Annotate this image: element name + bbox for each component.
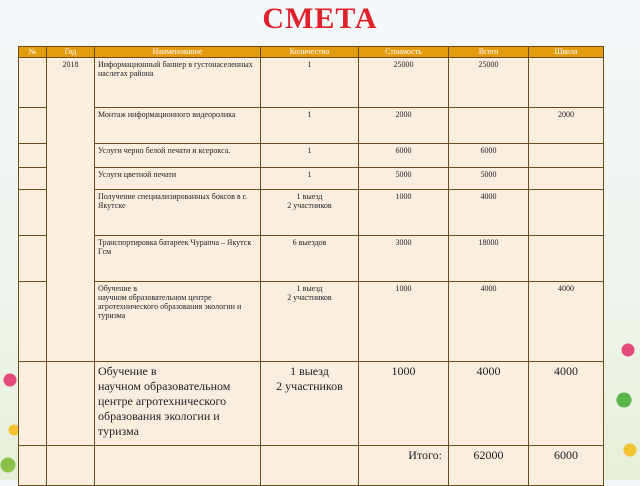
row-number-cell — [19, 108, 47, 144]
item-quantity: 1 — [261, 144, 359, 168]
year-cell: 2018 — [47, 58, 95, 362]
table-row — [19, 362, 604, 446]
item-cost: 1000 — [359, 282, 449, 362]
item-quantity: 1 выезд 2 участников — [261, 362, 359, 446]
table-row — [19, 108, 604, 144]
table-row — [19, 282, 604, 362]
item-quantity: 1 выезд 2 участников — [261, 190, 359, 236]
item-name: Обучение в научном образовательном центре агротехнического образования экологии и туризма — [95, 362, 261, 446]
item-name: Монтаж информационного видеоролика — [95, 108, 261, 144]
page-title: СМЕТА — [262, 2, 378, 35]
item-cost: 3000 — [359, 236, 449, 282]
item-quantity: 1 — [261, 58, 359, 108]
item-cost: 1000 — [359, 190, 449, 236]
item-school: 2000 — [529, 108, 604, 144]
item-total: 4000 — [449, 362, 529, 446]
row-number-cell — [19, 362, 47, 446]
row-number-cell — [19, 190, 47, 236]
grand-total: 62000 — [449, 446, 529, 486]
item-total: 5000 — [449, 168, 529, 190]
row-number-cell — [19, 236, 47, 282]
table-row — [19, 144, 604, 168]
table-row — [19, 236, 604, 282]
item-quantity: 1 выезд 2 участников — [261, 282, 359, 362]
table-row — [19, 58, 604, 108]
estimate-table — [18, 46, 604, 486]
header-year: Год — [47, 47, 95, 58]
flower-decoration-right — [614, 320, 640, 480]
header-school: Школа — [529, 47, 604, 58]
item-quantity: 6 выездов — [261, 236, 359, 282]
item-total: 25000 — [449, 58, 529, 108]
school-total: 6000 — [529, 446, 604, 486]
item-total: 18000 — [449, 236, 529, 282]
item-name: Транспортировка батареек Чурапча – Якутск Гсм — [95, 236, 261, 282]
row-number-cell — [19, 58, 47, 108]
item-school — [529, 144, 604, 168]
item-name: Услуги цветной печати — [95, 168, 261, 190]
item-school — [529, 58, 604, 108]
item-cost: 1000 — [359, 362, 449, 446]
item-name: Информационный баннер в густонаселенных наслегах района — [95, 58, 261, 108]
item-school: 4000 — [529, 282, 604, 362]
row-number-cell — [19, 144, 47, 168]
item-cost: 25000 — [359, 58, 449, 108]
item-school — [529, 190, 604, 236]
item-school: 4000 — [529, 362, 604, 446]
header-quantity: Количество — [261, 47, 359, 58]
header-cost: Стоимость — [359, 47, 449, 58]
item-cost: 5000 — [359, 168, 449, 190]
item-total: 4000 — [449, 282, 529, 362]
total-label: Итого: — [359, 446, 449, 486]
row-number-cell — [19, 168, 47, 190]
header-total: Всего — [449, 47, 529, 58]
item-cost: 2000 — [359, 108, 449, 144]
item-name: Получение специализированных боксов в г. Якутске — [95, 190, 261, 236]
table-row — [19, 190, 604, 236]
item-school — [529, 168, 604, 190]
item-cost: 6000 — [359, 144, 449, 168]
year-cell-empty — [47, 362, 95, 446]
item-total — [449, 108, 529, 144]
item-total: 4000 — [449, 190, 529, 236]
item-name: Обучение в научном образовательном центре агротехнического образования экологии и туризма — [95, 282, 261, 362]
item-quantity: 1 — [261, 108, 359, 144]
item-total: 6000 — [449, 144, 529, 168]
item-quantity: 1 — [261, 168, 359, 190]
table-header-row — [19, 47, 604, 58]
table-row — [19, 168, 604, 190]
row-number-cell — [19, 282, 47, 362]
item-school — [529, 236, 604, 282]
header-name: Наименование — [95, 47, 261, 58]
header-number: № — [19, 47, 47, 58]
item-name: Услуги черно белой печати и ксерокса. — [95, 144, 261, 168]
